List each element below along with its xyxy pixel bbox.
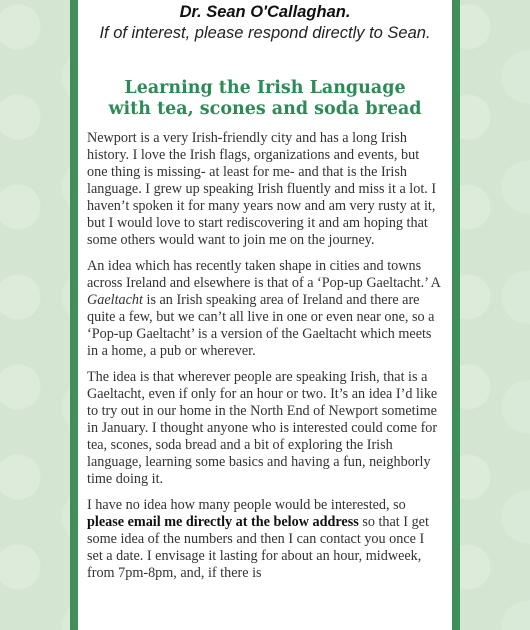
- paragraph-2-part-a: An idea which has recently taken shape in cities and towns across Ireland and elsewhere is that of a ‘Pop-up Gaeltacht.’ A: [87, 258, 441, 291]
- intro-name: Dr. Sean O'Callaghan.: [179, 3, 351, 21]
- paragraph-2-part-b: is an Irish speaking area of Ireland and there are quite a few, but we can’t all live in one or even near one, so a ‘Pop-up Gaeltacht’ is a version of the Gaeltacht which meets in a home, a pub or wherever.: [87, 292, 435, 359]
- paragraph-3: The idea is that wherever people are speaking Irish, that is a Gaeltacht, even if only for an hour or two. It’s an idea I’d like to try out in our home in the North End of Newport sometime in January. I thought anyone who is interested could come for tea, scones, soda bread and a bit of exploring the Irish language, learning some basics and having a fun, neighborly time doing it.: [87, 369, 438, 487]
- article-title-line2: with tea, scones and soda bread: [108, 99, 422, 119]
- paragraph-4-part-a: I have no idea how many people would be interested, so: [87, 497, 406, 513]
- article-title: [78, 78, 452, 120]
- email-callout: please email me directly at the below address: [87, 514, 359, 530]
- article-title-line1: Learning the Irish Language: [124, 78, 406, 98]
- paragraph-4-part-b: so that I get some idea of the numbers and then I can contact you once I set a date. I envisage it lasting for about an hour, midweek, from 7pm-8pm, and, if there is: [87, 514, 429, 581]
- intro-respond-note: If of interest, please respond directly to Sean.: [99, 24, 431, 42]
- article-body: [87, 130, 443, 591]
- paragraph-1: Newport is a very Irish-friendly city and has a long Irish history. I love the Irish flags, organizations and events, but one thing is missing- at least for me- and that is the Irish language. I grew up speaking Irish fluently and miss it a lot. I haven’t spoken it for many years now and am very rusty at it, but I would love to start rediscovering it and am hoping that some others would want to join me on the journey.: [87, 130, 437, 248]
- paragraph-2: [87, 258, 443, 360]
- gaeltacht-term: Gaeltacht: [87, 292, 143, 308]
- paragraph-4: [87, 497, 443, 582]
